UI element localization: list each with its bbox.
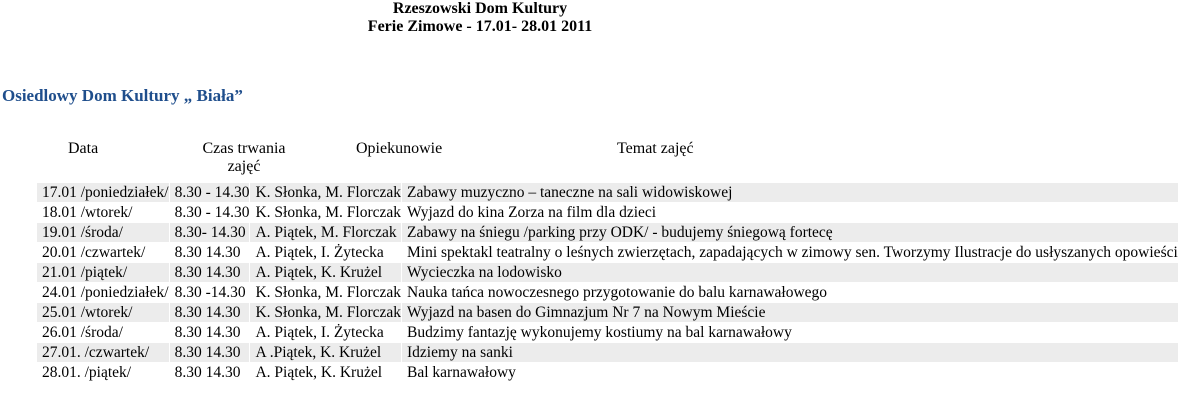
cell-time: 8.30 14.30: [169, 263, 250, 283]
cell-topic: Nauka tańca nowoczesnego przygotowanie do balu karnawałowego: [402, 283, 1179, 303]
cell-topic: Bal karnawałowy: [402, 363, 1179, 383]
table-row: [37, 183, 1179, 203]
section-title: Osiedlowy Dom Kultury „ Biała”: [2, 86, 243, 105]
cell-topic: Mini spektakl teatralny o leśnych zwierzętach, zapadających w zimowy sen. Tworzymy Ilustracje do usłyszanych opowieści: [402, 243, 1179, 263]
column-header-opiekunowie: Opiekunowie: [356, 140, 443, 157]
cell-date: 18.01 /wtorek/: [37, 203, 170, 223]
cell-staff: K. Słonka, M. Florczak: [250, 203, 402, 223]
cell-time: 8.30 14.30: [169, 243, 250, 263]
cell-staff: K. Słonka, M. Florczak: [250, 283, 402, 303]
table-row: [37, 203, 1179, 223]
cell-date: 19.01 /środa/: [37, 223, 170, 243]
cell-date: 20.01 /czwartek/: [37, 243, 170, 263]
cell-staff: A. Piątek, K. Krużel: [250, 363, 402, 383]
table-row: [37, 303, 1179, 323]
cell-staff: A. Piątek, I. Żytecka: [250, 323, 402, 343]
table-row: [37, 263, 1179, 283]
cell-staff: K. Słonka, M. Florczak: [250, 303, 402, 323]
cell-date: 17.01 /poniedziałek/: [37, 183, 170, 203]
table-row: [37, 343, 1179, 363]
column-header-czas-line2: zajęć: [227, 158, 261, 175]
document-subtitle: Ferie Zimowe - 17.01- 28.01 2011: [367, 18, 593, 35]
cell-time: 8.30 14.30: [169, 323, 250, 343]
table-row: [37, 243, 1179, 263]
table-row: [37, 363, 1179, 383]
cell-time: 8.30- 14.30: [169, 223, 250, 243]
cell-time: 8.30 14.30: [169, 303, 250, 323]
cell-time: 8.30 -14.30: [169, 283, 250, 303]
cell-topic: Wyjazd na basen do Gimnazjum Nr 7 na Nowym Mieście: [402, 303, 1179, 323]
cell-date: 28.01. /piątek/: [37, 363, 170, 383]
cell-date: 24.01 /poniedziałek/: [37, 283, 170, 303]
cell-topic: Wycieczka na lodowisko: [402, 263, 1179, 283]
cell-date: 27.01. /czwartek/: [37, 343, 170, 363]
cell-topic: Zabawy muzyczno – taneczne na sali widowiskowej: [402, 183, 1179, 203]
cell-date: 26.01 /środa/: [37, 323, 170, 343]
cell-date: 25.01 /wtorek/: [37, 303, 170, 323]
cell-time: 8.30 - 14.30: [169, 203, 250, 223]
column-header-czas-line1: Czas trwania: [202, 140, 286, 157]
cell-time: 8.30 - 14.30: [169, 183, 250, 203]
cell-topic: Idziemy na sanki: [402, 343, 1179, 363]
table-row: [37, 223, 1179, 243]
cell-staff: A .Piątek, K. Krużel: [250, 343, 402, 363]
cell-time: 8.30 14.30: [169, 363, 250, 383]
document-title: Rzeszowski Dom Kultury: [392, 0, 568, 17]
cell-topic: Zabawy na śniegu /parking przy ODK/ - budujemy śniegową fortecę: [402, 223, 1179, 243]
schedule-table: [36, 182, 1179, 383]
table-row: [37, 283, 1179, 303]
cell-staff: A. Piątek, M. Florczak: [250, 223, 402, 243]
cell-staff: K. Słonka, M. Florczak: [250, 183, 402, 203]
cell-topic: Wyjazd do kina Zorza na film dla dzieci: [402, 203, 1179, 223]
column-header-czas: [196, 140, 292, 176]
table-row: [37, 323, 1179, 343]
cell-staff: A. Piątek, I. Żytecka: [250, 243, 402, 263]
cell-topic: Budzimy fantazję wykonujemy kostiumy na bal karnawałowy: [402, 323, 1179, 343]
cell-staff: A. Piątek, K. Krużel: [250, 263, 402, 283]
column-header-temat: Temat zajęć: [617, 140, 694, 157]
cell-date: 21.01 /piątek/: [37, 263, 170, 283]
column-header-data: Data: [68, 140, 99, 157]
cell-time: 8.30 14.30: [169, 343, 250, 363]
